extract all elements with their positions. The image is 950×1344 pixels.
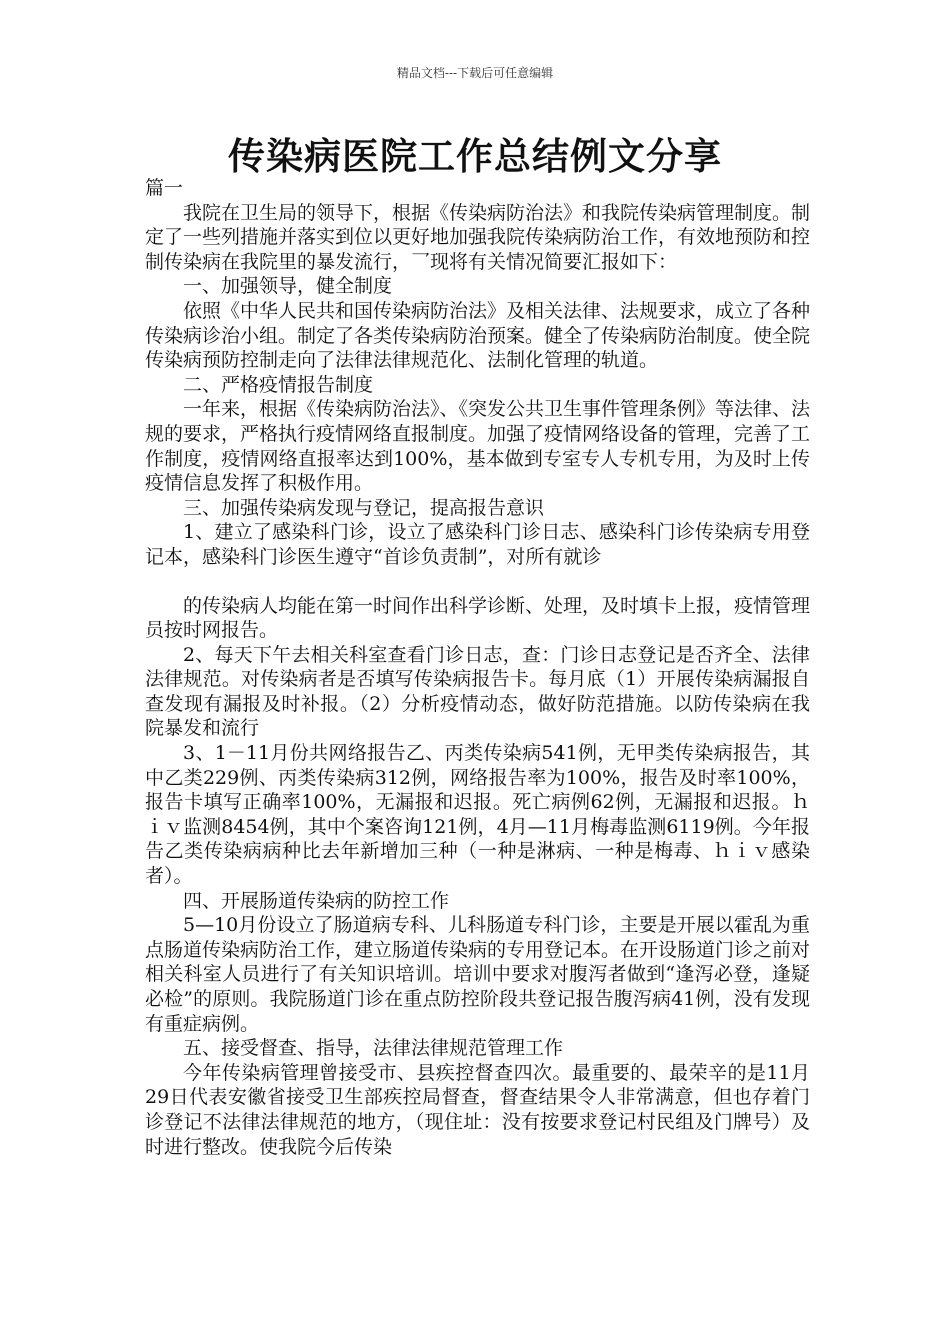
page-header-note: 精品文档---下载后可任意编辑	[396, 66, 554, 80]
heading-5: 五、接受督查、指导，法律法律规范管理工作	[183, 1037, 564, 1060]
heading-3: 三、加强传染病发现与登记，提高报告意识	[183, 496, 545, 519]
paragraph-5: 今年传染病管理曾接受市、县疾控督查四次。最重要的、最荣辛的是11月29日代表安徽省接受卫生部疾控局督查，督查结果令人非常满意，但也存着门诊登记不法律法律规范的地方，（现住址：没有按要求登记村民组及门牌号）及时进行整改。使我院今后传染	[145, 1061, 810, 1158]
paragraph-3-1-cont: 的传染病人均能在第一时间作出科学诊断、处理，及时填卡上报，疫情管理员按时网报告。	[145, 594, 811, 642]
heading-2: 二、严格疫情报告制度	[183, 373, 374, 396]
paragraph-4: 5—10月份设立了肠道病专科、儿科肠道专科门诊，主要是开展以霍乱为重点肠道传染病防治工作，建立肠道传染病的专用登记本。在开设肠道门诊之前对相关科室人员进行了有关知识培训。培训中要求对腹泻者做到“逢泻必登，逢疑必检”的原则。我院肠道门诊在重点防控阶段共登记报告腹泻病41例，没有发现有重症病例。	[145, 914, 811, 1035]
paragraph-3-1: 1、建立了感染科门诊，设立了感染科门诊日志、感染科门诊传染病专用登记本，感染科门诊医生遵守“首诊负责制”，对所有就诊	[145, 521, 810, 568]
paragraph-3-3: 3、1－11月份共网络报告乙、丙类传染病541例，无甲类传染病报告，其中乙类229例、丙类传染病312例，网络报告率为100%，报告及时率100%，报告卡填写正确率100%，无漏报和迟报。死亡病例62例，无漏报和迟报。ｈｉｖ监测8454例，其中个案咨询121例，4月—11月梅毒监测6119例。今年报告乙类传染病病种比去年新增加三种（一种是淋病、一种是梅毒、ｈｉｖ感染者）。	[145, 742, 810, 888]
paragraph-2: 一年来，根据《传染病防治法》、《突发公共卫生事件管理条例》等法律、法规的要求，严格执行疫情网络直报制度。加强了疫情网络设备的管理，完善了工作制度，疫情网络直报率达到100%，基本做到专室专人专机专用，为及时上传疫情信息发挥了积极作用。	[145, 398, 811, 495]
paragraph-1: 依照《中华人民共和国传染病防治法》及相关法律、法规要求，成立了各种传染病诊治小组。制定了各类传染病防治预案。健全了传染病防治制度。使全院传染病预防控制走向了法律法律规范化、法制化管理的轨道。	[145, 299, 811, 372]
document-title: 传染病医院工作总结例文分享	[228, 134, 722, 178]
heading-4: 四、开展肠道传染病的防控工作	[183, 889, 450, 912]
paragraph-3-2: 2、每天下午去相关科室查看门诊日志，查：门诊日志登记是否齐全、法律法律规范。对传染病者是否填写传染病报告卡。每月底（1）开展传染病漏报自查发现有漏报及时补报。（2）分析疫情动态，做好防范措施。以防传染病在我院暴发和流行	[145, 643, 810, 740]
heading-1: 一、加强领导，健全制度	[183, 275, 393, 298]
section-label: 篇一	[145, 177, 184, 199]
document-body	[145, 176, 810, 1159]
intro-paragraph: 我院在卫生局的领导下，根据《传染病防治法》和我院传染病管理制度。制定了一些列措施并落实到位以更好地加强我院传染病防治工作，有效地预防和控制传染病在我院里的暴发流行，乛现将有关情况简要汇报如下：	[145, 201, 811, 273]
